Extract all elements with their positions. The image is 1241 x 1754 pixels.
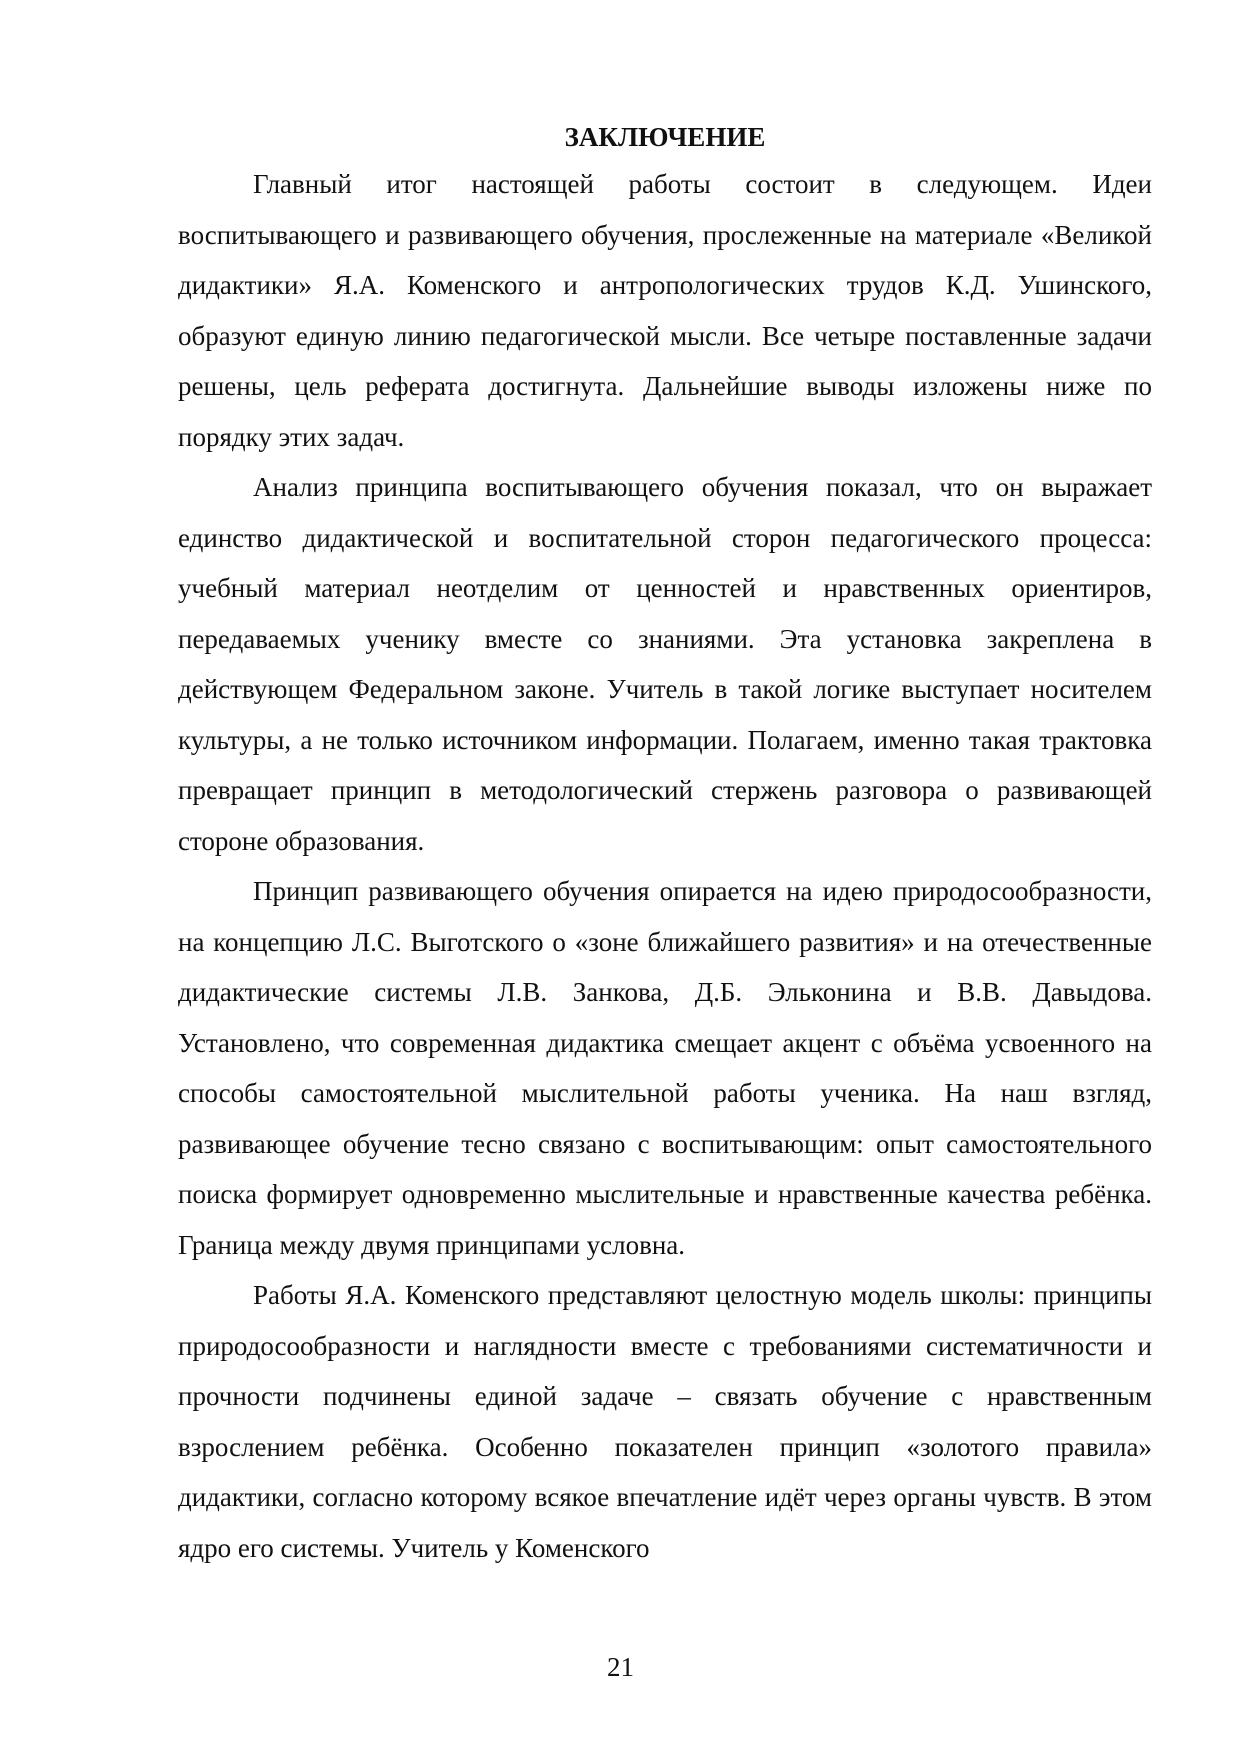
- page-number: 21: [607, 1652, 634, 1682]
- section-heading: ЗАКЛЮЧЕНИЕ: [564, 122, 766, 152]
- main-text: [178, 112, 1152, 1573]
- paragraph-comenius: Работы Я.А. Коменского представляют целостную модель школы: принципы природосообразности и наглядности вместе с требованиями систематичности и прочности подчинены единой задаче – связать обучение с нравственным взрослением ребёнка. Особенно показателен принцип «золотого правила» дидактики, согласно которому всякое впечатление идёт через органы чувств. В этом ядро его системы. Учитель у Коменского: [178, 1280, 1152, 1563]
- paragraph-developmental-training: Принцип развивающего обучения опирается на идею природосообразности, на концепцию Л.С. Выготского о «зоне ближайшего развития» и на отечественные дидактические системы Л.В. Занкова, Д.Б. Эльконина и В.В. Давыдова. Установлено, что современная дидактика смещает акцент с объёма усвоенного на способы самостоятельной мыслительной работы ученика. На наш взгляд, развивающее обучение тесно связано с воспитывающим: опыт самостоятельного поиска формирует одновременно мыслительные и нравственные качества ребёнка. Граница между двумя принципами условна.: [178, 876, 1152, 1260]
- paragraph-summary: Главный итог настоящей работы состоит в следующем. Идеи воспитывающего и развивающего обучения, прослеженные на материале «Великой дидактики» Я.А. Коменского и антропологических трудов К.Д. Ушинского, образуют единую линию педагогической мысли. Все четыре поставленные задачи решены, цель реферата достигнута. Дальнейшие выводы изложены ниже по порядку этих задач.: [178, 169, 1152, 452]
- paragraph-educational-training: Анализ принципа воспитывающего обучения показал, что он выражает единство дидактической и воспитательной сторон педагогического процесса: учебный материал неотделим от ценностей и нравственных ориентиров, передаваемых ученику вместе со знаниями. Эта установка закреплена в действующем Федеральном законе. Учитель в такой логике выступает носителем культуры, а не только источником информации. Полагаем, именно такая трактовка превращает принцип в методологический стержень разговора о развивающей стороне образования.: [178, 472, 1152, 856]
